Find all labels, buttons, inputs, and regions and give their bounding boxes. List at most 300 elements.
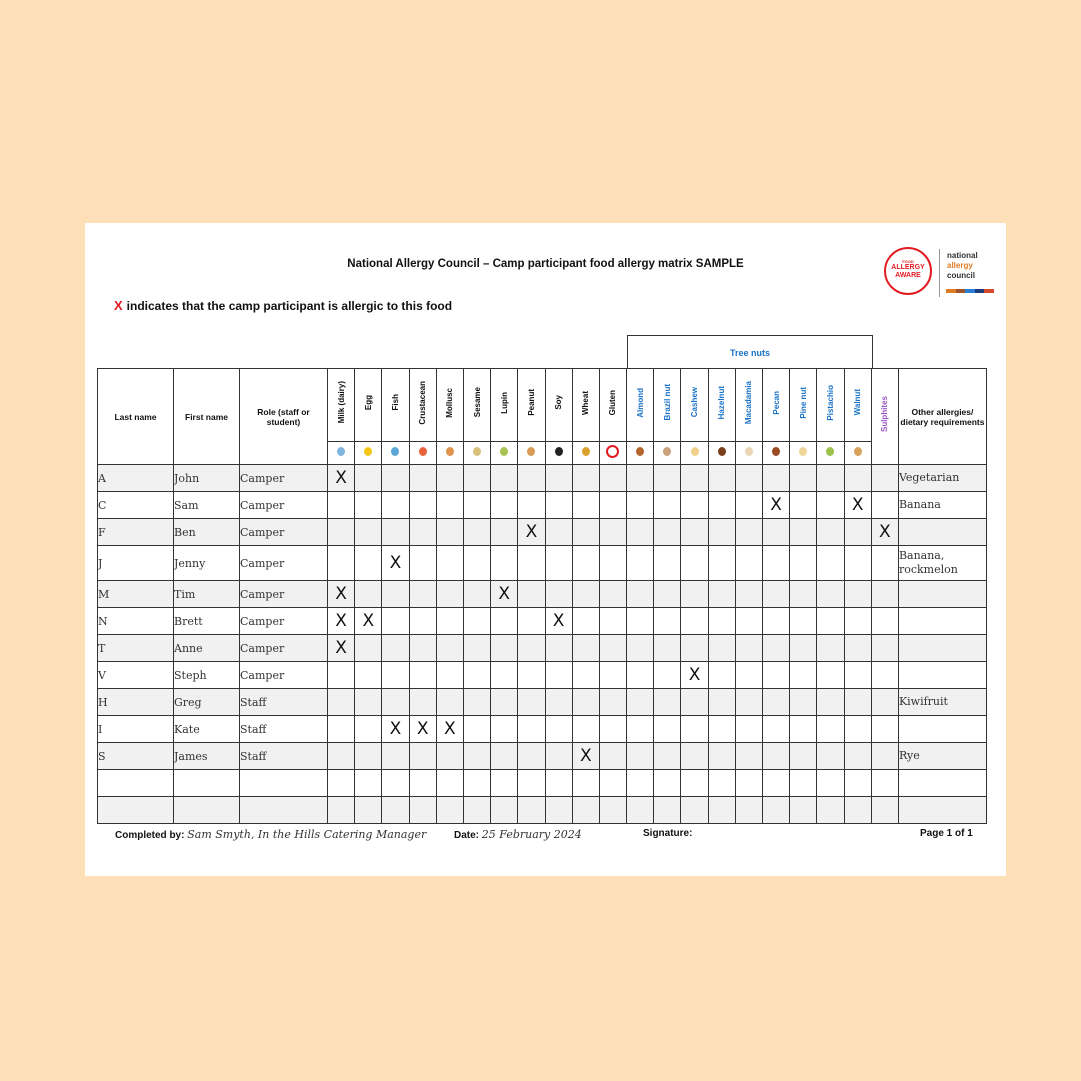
allergy-cell-lupin [491,716,518,743]
allergy-cell-almond [627,689,654,716]
allergy-cell-crustacean [409,581,436,608]
allergy-cell-lupin [491,662,518,689]
allergy-cell-sesame [463,465,490,492]
allergy-cell-almond [627,519,654,546]
allergy-cell-pinenut [790,716,817,743]
role-cell: Camper [240,519,328,546]
header-allergen-almond [627,369,654,442]
first-name-cell: Ben [174,519,240,546]
logo-small-text: FOOD [902,259,914,264]
allergy-cell-sesame [463,492,490,519]
allergy-cell-crustacean [409,608,436,635]
allergy-cell-pistachio [817,716,844,743]
allergy-cell-lupin [491,465,518,492]
peanut-icon [527,447,535,456]
allergy-cell-soy [545,689,572,716]
allergy-cell-peanut [518,519,545,546]
allergen-label: Hazelnut [717,385,727,420]
allergy-cell-crustacean [409,546,436,581]
allergy-cell-egg [355,465,382,492]
role-cell: Staff [240,689,328,716]
allergy-cell-wheat [572,689,599,716]
allergy-cell-brazil [654,716,681,743]
table-row [98,770,987,797]
allergy-cell-soy [545,492,572,519]
allergy-cell-macadamia [735,546,762,581]
allergy-cell-sulphites [871,581,898,608]
allergy-cell-walnut [844,581,871,608]
allergy-cell-pecan [763,743,790,770]
other-allergies-cell [898,581,986,608]
header-allergen-mollusc [436,369,463,442]
allergy-cell-wheat [572,546,599,581]
gluten-free-icon [606,445,619,458]
allergy-cell-sesame [463,608,490,635]
allergy-cell-milk [328,492,355,519]
allergy-cell-cashew [681,608,708,635]
role-cell: Camper [240,465,328,492]
allergy-cell-fish [382,770,409,797]
macadamia-icon [745,447,753,456]
allergy-cell-sesame [463,716,490,743]
allergy-cell-lupin [491,797,518,824]
table-row [98,797,987,824]
brazil-nut-icon [663,447,671,456]
date-label: Date: [454,830,480,841]
header-allergen-milk [328,369,355,442]
allergen-label: Mollusc [445,387,455,418]
allergy-cell-soy [545,743,572,770]
allergy-cell-milk [328,797,355,824]
last-name-cell: V [98,662,174,689]
first-name-cell: Greg [174,689,240,716]
other-allergies-cell: Vegetarian [898,465,986,492]
allergy-cell-soy [545,546,572,581]
allergen-label: Brazil nut [662,384,672,421]
allergy-cell-macadamia [735,581,762,608]
header-allergen-macadamia [735,369,762,442]
icon-cell-crustacean [409,442,436,465]
last-name-cell: M [98,581,174,608]
first-name-cell: James [174,743,240,770]
allergy-cell-hazelnut [708,743,735,770]
allergy-cell-walnut [844,662,871,689]
allergy-cell-almond [627,716,654,743]
allergy-cell-sulphites [871,635,898,662]
table-row [98,689,987,716]
allergy-cell-hazelnut [708,770,735,797]
icon-cell-hazelnut [708,442,735,465]
allergy-cell-wheat [572,797,599,824]
first-name-cell [174,797,240,824]
allergy-cell-crustacean [409,662,436,689]
allergy-cell-crustacean [409,716,436,743]
allergy-cell-pinenut [790,797,817,824]
allergy-mark: X [362,611,375,631]
header-allergen-hazelnut [708,369,735,442]
icon-cell-sesame [463,442,490,465]
role-cell: Camper [240,662,328,689]
brand-color-swatch [946,289,956,293]
table-row [98,465,987,492]
allergy-cell-sulphites [871,716,898,743]
icon-cell-macadamia [735,442,762,465]
header-allergen-sulphites [871,369,898,465]
allergy-cell-peanut [518,689,545,716]
allergy-cell-pistachio [817,743,844,770]
allergy-cell-pecan [763,770,790,797]
allergy-mark: X [688,665,701,685]
icon-cell-peanut [518,442,545,465]
other-allergies-cell: Rye [898,743,986,770]
allergy-cell-almond [627,797,654,824]
first-name-cell [174,770,240,797]
allergy-mark: X [389,719,402,739]
first-name-cell: Sam [174,492,240,519]
allergen-label: Peanut [526,389,536,416]
allergen-label: Pistachio [825,384,835,421]
header-allergen-pecan [763,369,790,442]
allergy-cell-peanut [518,581,545,608]
table-row [98,635,987,662]
allergy-cell-gluten [599,689,626,716]
allergy-cell-soy [545,797,572,824]
allergy-cell-pistachio [817,465,844,492]
page-number [920,828,973,839]
allergy-cell-gluten [599,608,626,635]
icon-cell-pecan [763,442,790,465]
allergy-cell-lupin [491,492,518,519]
allergy-cell-pecan [763,546,790,581]
last-name-cell: H [98,689,174,716]
allergy-cell-mollusc [436,743,463,770]
allergy-cell-walnut [844,770,871,797]
date [454,828,582,841]
brand-line-1: national [947,251,978,260]
almond-icon [636,447,644,456]
allergy-cell-egg [355,770,382,797]
other-allergies-cell [898,716,986,743]
allergy-cell-mollusc [436,608,463,635]
allergy-cell-crustacean [409,465,436,492]
allergy-cell-fish [382,689,409,716]
allergy-cell-sulphites [871,492,898,519]
page-number-text: Page 1 of 1 [920,828,973,839]
allergy-cell-fish [382,662,409,689]
allergy-cell-pinenut [790,581,817,608]
legend-text: indicates that the camp participant is allergic to this food [126,299,453,313]
icon-cell-wheat [572,442,599,465]
allergy-cell-sesame [463,689,490,716]
first-name-cell: Steph [174,662,240,689]
allergy-cell-sulphites [871,689,898,716]
tree-nuts-group-label: Tree nuts [627,335,873,368]
allergy-cell-gluten [599,797,626,824]
legend [114,298,452,313]
allergy-cell-peanut [518,770,545,797]
role-cell [240,770,328,797]
allergy-cell-cashew [681,770,708,797]
allergy-cell-hazelnut [708,546,735,581]
allergy-cell-egg [355,581,382,608]
date-value: 25 February 2024 [481,828,582,841]
other-allergies-cell [898,519,986,546]
allergy-cell-pinenut [790,662,817,689]
allergy-cell-milk [328,716,355,743]
allergy-cell-sesame [463,662,490,689]
cashew-icon [691,447,699,456]
icon-cell-pinenut [790,442,817,465]
allergy-cell-fish [382,519,409,546]
role-cell: Staff [240,716,328,743]
allergen-label: Lupin [499,391,509,414]
allergy-cell-walnut [844,716,871,743]
allergy-cell-egg [355,797,382,824]
allergy-cell-walnut [844,743,871,770]
allergy-cell-lupin [491,546,518,581]
allergy-cell-gluten [599,519,626,546]
allergy-cell-crustacean [409,492,436,519]
allergy-cell-pistachio [817,608,844,635]
other-allergies-cell: Kiwifruit [898,689,986,716]
role-cell: Camper [240,581,328,608]
allergy-cell-egg [355,662,382,689]
allergy-cell-gluten [599,635,626,662]
allergy-cell-pecan [763,492,790,519]
allergy-cell-walnut [844,492,871,519]
allergy-matrix-table [97,368,987,824]
allergy-cell-gluten [599,770,626,797]
allergy-cell-mollusc [436,797,463,824]
allergy-cell-macadamia [735,770,762,797]
allergy-cell-egg [355,519,382,546]
allergy-cell-brazil [654,546,681,581]
last-name-cell [98,770,174,797]
header-allergen-fish [382,369,409,442]
allergy-cell-cashew [681,743,708,770]
allergy-cell-peanut [518,743,545,770]
icon-cell-lupin [491,442,518,465]
first-name-cell: Tim [174,581,240,608]
signature [643,828,692,839]
allergy-cell-pecan [763,689,790,716]
allergy-cell-sulphites [871,743,898,770]
allergy-cell-brazil [654,797,681,824]
allergy-cell-brazil [654,770,681,797]
sesame-seeds-icon [473,447,481,456]
allergen-label: Sesame [472,387,482,418]
allergy-cell-cashew [681,492,708,519]
brand-color-swatch [956,289,966,293]
allergy-cell-pistachio [817,770,844,797]
allergy-cell-almond [627,546,654,581]
header-allergen-brazil [654,369,681,442]
fried-egg-icon [364,447,372,456]
allergy-cell-soy [545,662,572,689]
allergy-cell-pecan [763,716,790,743]
brand-color-bar [946,289,994,293]
allergy-cell-crustacean [409,689,436,716]
first-name-cell: Anne [174,635,240,662]
last-name-cell: A [98,465,174,492]
allergy-cell-milk [328,743,355,770]
allergy-cell-cashew [681,581,708,608]
allergy-cell-peanut [518,492,545,519]
brand-line-3: council [947,271,976,280]
allergen-label: Milk (dairy) [336,381,346,424]
allergy-cell-mollusc [436,465,463,492]
header-allergen-sesame [463,369,490,442]
allergy-cell-wheat [572,608,599,635]
allergy-cell-pistachio [817,581,844,608]
allergy-cell-hazelnut [708,519,735,546]
pine-nut-icon [799,447,807,456]
soy-sauce-icon [555,447,563,456]
allergy-cell-peanut [518,465,545,492]
last-name-cell: J [98,546,174,581]
allergy-cell-pinenut [790,635,817,662]
allergy-cell-sesame [463,546,490,581]
allergy-cell-lupin [491,581,518,608]
completed-by-label: Completed by: [115,830,185,841]
allergy-cell-sulphites [871,608,898,635]
other-allergies-cell [898,770,986,797]
allergy-cell-macadamia [735,716,762,743]
last-name-cell: S [98,743,174,770]
completed-by-value: Sam Smyth, In the Hills Catering Manager [187,828,427,841]
allergy-cell-sulphites [871,519,898,546]
shell-icon [446,447,454,456]
allergy-cell-wheat [572,519,599,546]
allergen-label: Crustacean [418,380,428,425]
allergy-cell-almond [627,770,654,797]
allergy-cell-walnut [844,635,871,662]
allergy-cell-mollusc [436,635,463,662]
role-cell: Camper [240,492,328,519]
allergy-cell-almond [627,608,654,635]
allergy-mark: X [579,746,592,766]
allergy-cell-mollusc [436,662,463,689]
icon-cell-gluten [599,442,626,465]
allergy-cell-fish [382,635,409,662]
allergy-cell-brazil [654,635,681,662]
allergy-cell-cashew [681,546,708,581]
header-allergen-pistachio [817,369,844,442]
allergy-cell-almond [627,635,654,662]
allergy-mark: X [552,611,565,631]
allergy-cell-mollusc [436,770,463,797]
allergy-cell-brazil [654,743,681,770]
completed-by [115,828,426,841]
allergy-cell-milk [328,546,355,581]
allergy-cell-walnut [844,546,871,581]
icon-cell-almond [627,442,654,465]
allergy-cell-mollusc [436,716,463,743]
prawn-icon [419,447,427,456]
allergy-cell-wheat [572,743,599,770]
allergy-cell-gluten [599,581,626,608]
allergy-cell-pecan [763,581,790,608]
allergy-cell-milk [328,770,355,797]
allergy-cell-sesame [463,797,490,824]
allergy-cell-pistachio [817,635,844,662]
allergy-cell-crustacean [409,635,436,662]
allergy-cell-sesame [463,635,490,662]
allergy-cell-crustacean [409,519,436,546]
allergy-cell-walnut [844,797,871,824]
allergy-cell-lupin [491,689,518,716]
allergy-cell-hazelnut [708,797,735,824]
allergy-cell-brazil [654,662,681,689]
allergy-cell-macadamia [735,797,762,824]
allergy-cell-cashew [681,716,708,743]
allergy-cell-soy [545,716,572,743]
allergy-cell-pinenut [790,546,817,581]
icon-cell-walnut [844,442,871,465]
allergy-cell-almond [627,743,654,770]
allergy-cell-fish [382,492,409,519]
allergy-cell-almond [627,581,654,608]
allergy-cell-mollusc [436,689,463,716]
allergy-cell-sulphites [871,662,898,689]
allergy-cell-egg [355,546,382,581]
allergy-mark: X [498,584,511,604]
allergy-mark: X [525,522,538,542]
allergy-cell-sulphites [871,546,898,581]
header-allergen-crustacean [409,369,436,442]
allergy-cell-lupin [491,743,518,770]
allergy-cell-sulphites [871,770,898,797]
header-allergen-lupin [491,369,518,442]
allergy-cell-hazelnut [708,608,735,635]
allergen-label: Wheat [581,390,591,415]
logo-divider [939,249,940,297]
signature-label: Signature: [643,828,693,839]
legend-mark: X [114,298,123,313]
allergy-cell-sulphites [871,797,898,824]
allergy-cell-brazil [654,465,681,492]
icon-cell-pistachio [817,442,844,465]
allergy-cell-pistachio [817,519,844,546]
header-allergen-wheat [572,369,599,442]
allergy-cell-pistachio [817,546,844,581]
allergy-cell-fish [382,797,409,824]
logo-text: ALLERGY AWARE [891,264,925,279]
other-allergies-cell: Banana [898,492,986,519]
header-allergen-soy [545,369,572,442]
role-cell: Camper [240,546,328,581]
allergy-cell-peanut [518,797,545,824]
allergy-cell-milk [328,608,355,635]
allergy-cell-walnut [844,465,871,492]
allergy-cell-pistachio [817,492,844,519]
wheat-icon [582,447,590,456]
allergen-label: Fish [390,394,400,411]
allergy-cell-peanut [518,662,545,689]
allergen-label: Egg [363,394,373,411]
allergy-cell-cashew [681,662,708,689]
allergy-cell-lupin [491,770,518,797]
role-cell: Staff [240,743,328,770]
allergy-cell-macadamia [735,519,762,546]
allergy-mark: X [851,495,864,515]
allergy-cell-pecan [763,635,790,662]
allergy-cell-walnut [844,608,871,635]
allergy-cell-cashew [681,465,708,492]
allergy-cell-hazelnut [708,465,735,492]
brand-line-2: allergy [947,261,973,270]
allergy-cell-pistachio [817,797,844,824]
